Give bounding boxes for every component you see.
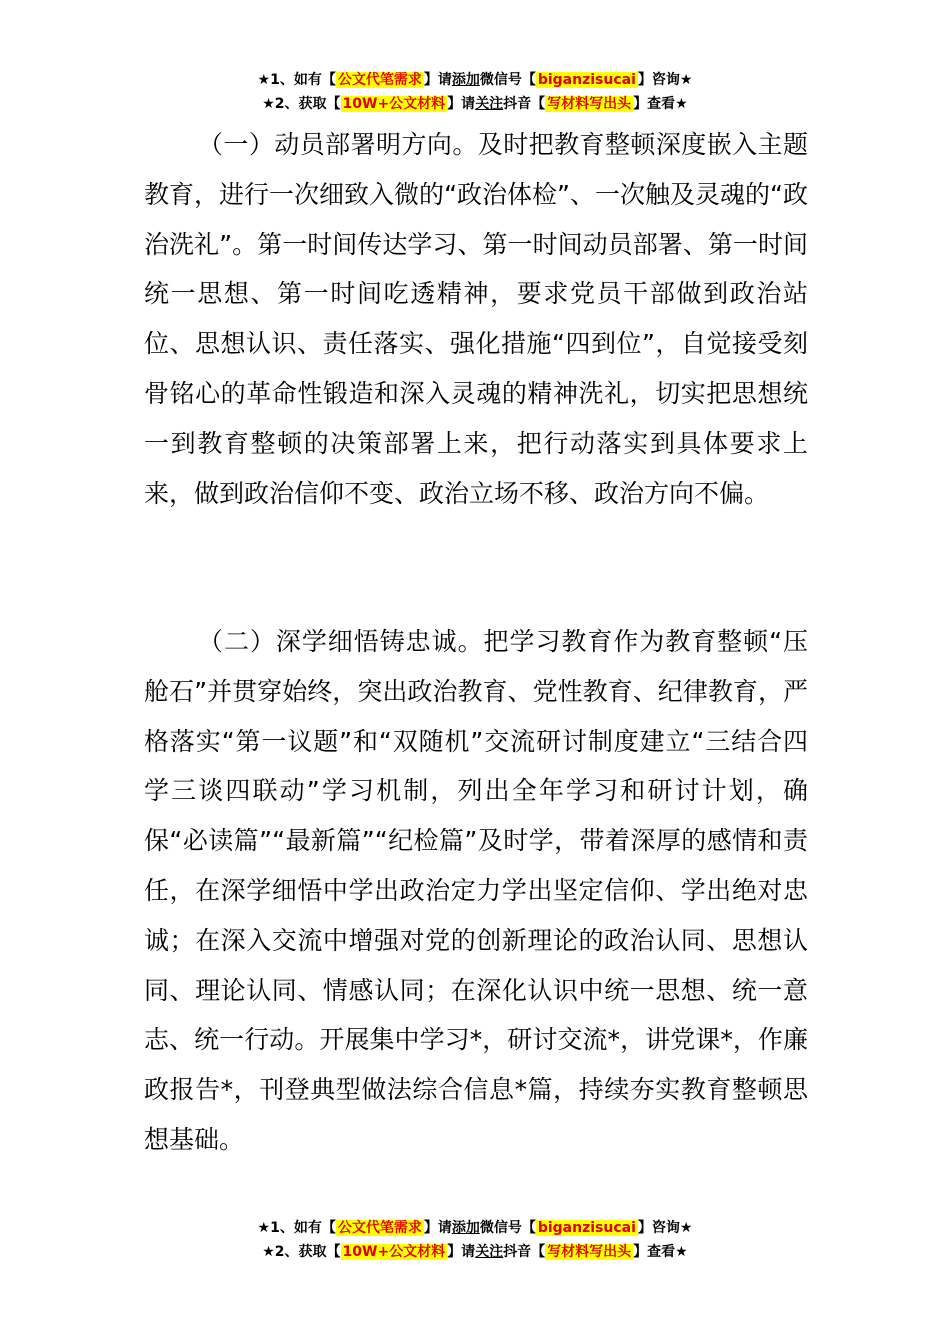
banner-text: 】请 <box>423 1220 452 1236</box>
banner-highlight: 写材料写出头 <box>547 96 632 112</box>
banner-text: 】请 <box>447 1244 476 1260</box>
banner-text: 】查看★ <box>633 96 688 112</box>
banner-highlight: 10W+公文材料 <box>342 96 446 112</box>
banner-text: 】咨询★ <box>637 1220 693 1236</box>
banner-line-2 <box>0 1240 950 1264</box>
banner-text: ★2、获取【 <box>262 96 341 112</box>
banner-underline: 关注 <box>475 1244 504 1260</box>
banner-underline: 关注 <box>475 96 504 112</box>
banner-text: 】查看★ <box>633 1244 688 1260</box>
banner-text: 微信号【 <box>479 1220 536 1236</box>
header-banner <box>0 68 950 116</box>
banner-line-1 <box>0 68 950 92</box>
paragraph-2: （二）深学细悟铸忠诚。把学习教育作为教育整顿“压舱石”并贯穿始终，突出政治教育、党性教育、纪律教育，严格落实“第一议题”和“双随机”交流研讨制度建立“三结合四学三谈四联动”学习机制，列出全年学习和研讨计划，确保“必读篇”“最新篇”“纪检篇”及时学，带着深厚的感情和责任，在深学细悟中学出政治定力学出坚定信仰、学出绝对忠诚；在深入交流中增强对党的创新理论的政治认同、思想认同、理论认同、情感认同；在深化认识中统一思想、统一意志、统一行动。开展集中学习*，研讨交流*，讲党课*，作廉政报告*，刊登典型做法综合信息*篇，持续夯实教育整顿思想基础。 <box>144 627 808 1154</box>
banner-highlight: 公文代笔需求 <box>337 1220 422 1236</box>
banner-text: ★2、获取【 <box>262 1244 341 1260</box>
banner-text: ★1、如有【 <box>257 1220 336 1236</box>
banner-text: 抖音【 <box>503 1244 546 1260</box>
banner-text: 】请 <box>447 96 476 112</box>
banner-underline: 添加 <box>451 1220 480 1236</box>
banner-text: 】请 <box>423 72 452 88</box>
banner-line-1 <box>0 1216 950 1240</box>
banner-highlight: 10W+公文材料 <box>342 1244 446 1260</box>
banner-highlight: biganzisucai <box>537 1220 636 1236</box>
banner-text: 微信号【 <box>479 72 536 88</box>
banner-text: 抖音【 <box>503 96 546 112</box>
footer-banner <box>0 1216 950 1264</box>
banner-text: ★1、如有【 <box>257 72 336 88</box>
banner-highlight: 公文代笔需求 <box>337 72 422 88</box>
banner-highlight: biganzisucai <box>537 72 636 88</box>
banner-line-2 <box>0 92 950 116</box>
banner-highlight: 写材料写出头 <box>547 1244 632 1260</box>
banner-underline: 添加 <box>451 72 480 88</box>
paragraph-1: （一）动员部署明方向。及时把教育整顿深度嵌入主题教育，进行一次细致入微的“政治体检”、一次触及灵魂的“政治洗礼”。第一时间传达学习、第一时间动员部署、第一时间统一思想、第一时间吃透精神，要求党员干部做到政治站位、思想认识、责任落实、强化措施“四到位”，自觉接受刻骨铭心的革命性锻造和深入灵魂的精神洗礼，切实把思想统一到教育整顿的决策部署上来，把行动落实到具体要求上来，做到政治信仰不变、政治立场不移、政治方向不偏。 <box>144 130 808 508</box>
banner-text: 】咨询★ <box>637 72 693 88</box>
